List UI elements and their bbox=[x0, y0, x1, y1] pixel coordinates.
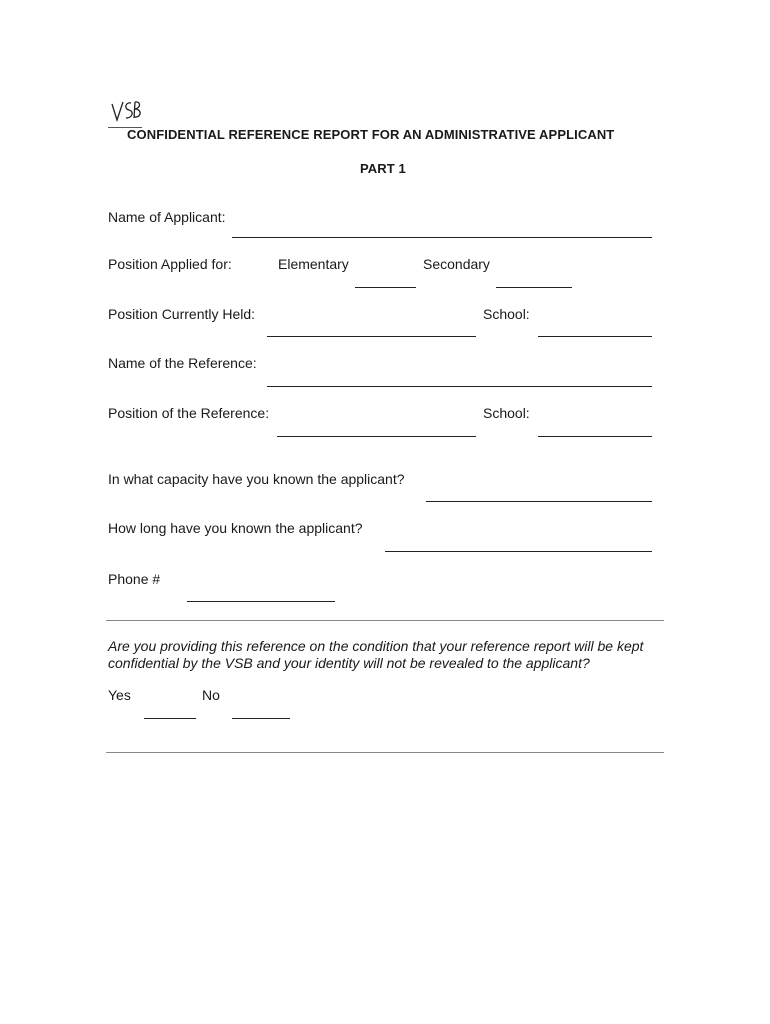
secondary-check-field[interactable] bbox=[496, 287, 572, 288]
elementary-check-field[interactable] bbox=[355, 287, 416, 288]
school-reference-field[interactable] bbox=[538, 436, 652, 437]
vsb-logo bbox=[108, 96, 148, 128]
reference-position-field[interactable] bbox=[277, 436, 476, 437]
secondary-label: Secondary bbox=[423, 256, 490, 272]
position-current-field[interactable] bbox=[267, 336, 476, 337]
confidentiality-question: Are you providing this reference on the condition that your reference report will be kept confidential by the VSB and your identity will not be revealed to the applicant? bbox=[108, 638, 644, 671]
how-long-question-label: How long have you known the applicant? bbox=[108, 520, 363, 536]
applicant-name-field[interactable] bbox=[232, 237, 652, 238]
reference-position-label: Position of the Reference: bbox=[108, 405, 270, 421]
no-label: No bbox=[202, 687, 220, 703]
school-label-current: School: bbox=[483, 306, 530, 322]
how-long-answer-field[interactable] bbox=[385, 551, 652, 552]
yes-label: Yes bbox=[108, 687, 131, 703]
reference-name-field[interactable] bbox=[267, 386, 652, 387]
position-current-label: Position Currently Held: bbox=[108, 306, 256, 322]
reference-name-label: Name of the Reference: bbox=[108, 355, 257, 371]
vsb-logo-signature bbox=[108, 96, 148, 128]
section-divider-top bbox=[106, 620, 664, 621]
yes-check-field[interactable] bbox=[144, 718, 196, 719]
document-title: CONFIDENTIAL REFERENCE REPORT FOR AN ADMINISTRATIVE APPLICANT bbox=[127, 127, 615, 142]
position-applied-label: Position Applied for: bbox=[108, 256, 232, 272]
applicant-name-label: Name of Applicant: bbox=[108, 209, 226, 225]
part-heading: PART 1 bbox=[360, 161, 406, 176]
capacity-answer-field[interactable] bbox=[426, 501, 652, 502]
phone-label: Phone # bbox=[108, 571, 161, 587]
school-current-field[interactable] bbox=[538, 336, 652, 337]
section-divider-bottom bbox=[106, 752, 664, 753]
no-check-field[interactable] bbox=[232, 718, 290, 719]
elementary-label: Elementary bbox=[278, 256, 349, 272]
capacity-question-label: In what capacity have you known the applicant? bbox=[108, 471, 405, 487]
school-label-reference: School: bbox=[483, 405, 530, 421]
phone-field[interactable] bbox=[187, 601, 335, 602]
